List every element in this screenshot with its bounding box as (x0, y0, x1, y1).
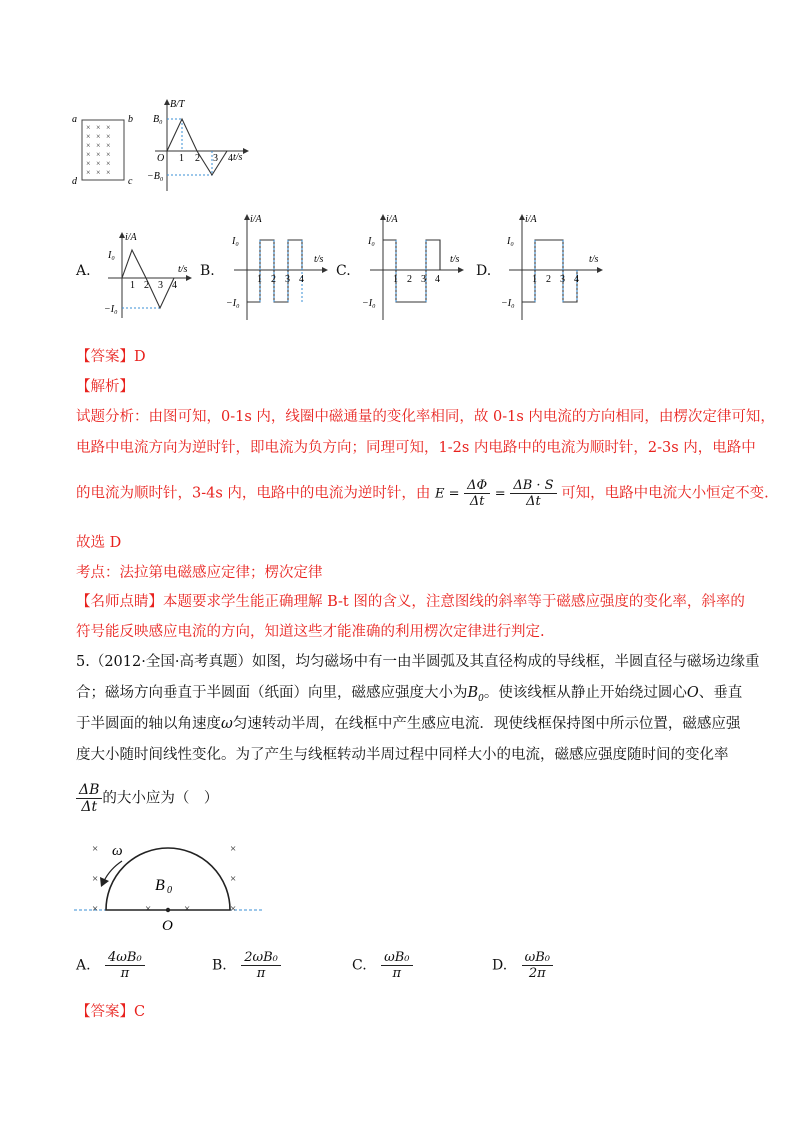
q5-rate: $\frac{\Delta B}{\Delta t}$ 的大小应为（ ） (76, 782, 218, 815)
option-c-label: C. (336, 263, 351, 279)
option-b-label: B. (200, 263, 215, 279)
b0-field-label: B (155, 877, 165, 894)
tip-label: 【名师点睛】 (76, 594, 163, 610)
svg-text:1: 1 (532, 274, 537, 285)
svg-text:1: 1 (257, 274, 262, 285)
svg-text:2: 2 (546, 274, 551, 285)
svg-text:2: 2 (407, 274, 412, 285)
svg-text:i/A: i/A (125, 232, 137, 243)
svg-text:0: 0 (167, 885, 172, 896)
tick-1: 1 (179, 153, 184, 164)
origin-label: O (157, 153, 165, 164)
svg-text:−I₀: −I₀ (226, 298, 240, 309)
svg-text:×: × (96, 168, 101, 177)
svg-text:4: 4 (299, 274, 304, 285)
svg-text:t/s: t/s (314, 254, 324, 265)
tip-line-2: 符号能反映感应电流的方向，知道这些才能准确的利用楞次定律进行判定. (76, 624, 545, 640)
q5-option-d[interactable]: D. $\frac{\text{ωB₀}}{2\pi}$ (492, 950, 553, 981)
corner-d: d (72, 176, 77, 187)
b-t-graph (145, 95, 260, 195)
svg-text:2: 2 (271, 274, 276, 285)
answer-label: 【答案】 (76, 349, 134, 365)
svg-text:4: 4 (435, 274, 440, 285)
svg-text:×: × (86, 132, 91, 141)
formula-e: E = (435, 486, 460, 502)
kaodian: 考点：法拉第电磁感应定律；楞次定律 (76, 565, 323, 581)
svg-text:−I₀: −I₀ (501, 298, 515, 309)
svg-text:×: × (96, 123, 101, 132)
option-a-graph[interactable] (100, 228, 200, 323)
svg-text:×: × (96, 132, 101, 141)
svg-text:I₀: I₀ (507, 236, 514, 247)
rate-fraction: $\frac{\Delta B}{\Delta t}$ (76, 782, 102, 815)
svg-text:×: × (106, 150, 111, 159)
svg-text:×: × (145, 903, 152, 915)
tip-line-1: 【名师点睛】本题要求学生能正确理解 B-t 图的含义，注意图线的斜率等于磁感应强度的变化率，斜率的 (76, 594, 745, 610)
formula-bs-fraction: $\frac{\Delta B \cdot S}{\Delta t}$ (510, 478, 556, 509)
omega-label: ω (112, 843, 123, 859)
option-c-graph[interactable] (358, 210, 473, 325)
svg-text:×: × (230, 903, 237, 915)
option-d-graph[interactable] (497, 210, 612, 325)
q5-line-3: 于半圆面的轴以角速度ω匀速转动半周，在线框中产生感应电流．现使线框保持图中所示位置，磁感应强 (76, 716, 741, 732)
svg-text:×: × (106, 141, 111, 150)
tick-2: 2 (195, 153, 200, 164)
answer-1 (76, 345, 146, 366)
svg-text:3: 3 (421, 274, 426, 285)
svg-text:×: × (184, 903, 191, 915)
option-d-label: D. (476, 263, 492, 279)
svg-text:i/A: i/A (525, 214, 537, 225)
svg-text:×: × (92, 903, 99, 915)
q5-line-1: 5.（2012·全国·高考真题）如图，均匀磁场中有一由半圆弧及其直径构成的导线框，半圆直径与磁场边缘重 (76, 654, 760, 670)
tick-3: 3 (213, 153, 218, 164)
svg-text:t/s: t/s (178, 264, 188, 275)
svg-text:×: × (86, 159, 91, 168)
b-axis-label: B/T (170, 99, 185, 110)
svg-text:I₀: I₀ (368, 236, 375, 247)
svg-text:×: × (230, 873, 237, 885)
svg-text:×: × (106, 159, 111, 168)
q5-option-c[interactable]: C. $\frac{\text{ωB₀}}{\pi}$ (352, 950, 413, 981)
b0-label: B₀ (153, 114, 163, 125)
svg-text:×: × (96, 159, 101, 168)
svg-text:t/s: t/s (450, 254, 460, 265)
q5-line-4: 度大小随时间线性变化。为了产生与线框转动半周过程中同样大小的电流，磁感应强度随时间的变化率 (76, 747, 729, 763)
svg-text:×: × (96, 141, 101, 150)
svg-text:−I₀: −I₀ (362, 298, 376, 309)
corner-b: b (128, 114, 133, 125)
svg-text:1: 1 (130, 280, 135, 291)
field-crosses (86, 123, 111, 177)
svg-text:2: 2 (144, 280, 149, 291)
svg-text:×: × (92, 873, 99, 885)
svg-text:×: × (92, 843, 99, 855)
svg-text:t/s: t/s (589, 254, 599, 265)
analysis-label: 【解析】 (76, 379, 134, 395)
svg-text:4: 4 (574, 274, 579, 285)
svg-text:4: 4 (172, 280, 177, 291)
answer-value: C (134, 1004, 146, 1020)
q5-option-b[interactable]: B. $\frac{\text{2ωB₀}}{\pi}$ (212, 950, 281, 981)
q5-option-a[interactable]: A. $\frac{\text{4ωB₀}}{\pi}$ (76, 950, 145, 981)
q5-line-2: 合；磁场方向垂直于半圆面（纸面）向里，磁感应强度大小为$B_0$。使该线框从静止开始绕过圆心O、垂直 (76, 685, 743, 704)
svg-text:i/A: i/A (250, 214, 262, 225)
svg-text:I₀: I₀ (232, 236, 239, 247)
answer-value: D (134, 349, 146, 365)
option-a-label: A. (76, 263, 91, 279)
answer-5 (76, 1000, 145, 1021)
svg-text:3: 3 (158, 280, 163, 291)
svg-text:3: 3 (285, 274, 290, 285)
svg-text:3: 3 (560, 274, 565, 285)
neg-b0-label: −B₀ (147, 171, 164, 182)
svg-text:×: × (106, 168, 111, 177)
corner-a: a (72, 114, 77, 125)
svg-text:i/A: i/A (386, 214, 398, 225)
svg-text:×: × (230, 843, 237, 855)
svg-text:1: 1 (393, 274, 398, 285)
svg-text:×: × (86, 168, 91, 177)
formula-flux-fraction: $\frac{\Delta\Phi}{\Delta t}$ (464, 478, 490, 509)
analysis-line-3: 的电流为顺时针，3-4s 内，电路中的电流为逆时针，由 E = $\frac{\Delta\Phi}{\Delta t}$ = $\frac{\Delta B \cdot S}{\Delta t}$ 可知，电路中电流大小恒定不变. (76, 478, 769, 509)
svg-text:×: × (86, 123, 91, 132)
svg-text:×: × (86, 141, 91, 150)
semicircle-figure (70, 835, 270, 935)
option-b-graph[interactable] (222, 210, 337, 325)
analysis-line-2: 电路中电流方向为逆时针，即电流为负方向；同理可知，1-2s 内电路中的电流为顺时针，2-3s 内，电路中 (76, 440, 756, 456)
svg-text:×: × (106, 123, 111, 132)
t-axis-label: t/s (233, 152, 243, 163)
conclusion: 故选 D (76, 535, 122, 551)
center-o-label: O (162, 918, 173, 934)
answer-label: 【答案】 (76, 1004, 134, 1020)
tick-4: 4 (228, 153, 233, 164)
coil-figure (70, 110, 140, 190)
corner-c: c (128, 176, 133, 187)
svg-text:×: × (96, 150, 101, 159)
svg-text:I₀: I₀ (108, 250, 115, 261)
svg-text:×: × (106, 132, 111, 141)
analysis-line-1: 试题分析：由图可知，0-1s 内，线圈中磁通量的变化率相同，故 0-1s 内电流的方向相同，由楞次定律可知， (76, 409, 775, 425)
svg-text:×: × (86, 150, 91, 159)
svg-text:−I₀: −I₀ (104, 304, 118, 315)
